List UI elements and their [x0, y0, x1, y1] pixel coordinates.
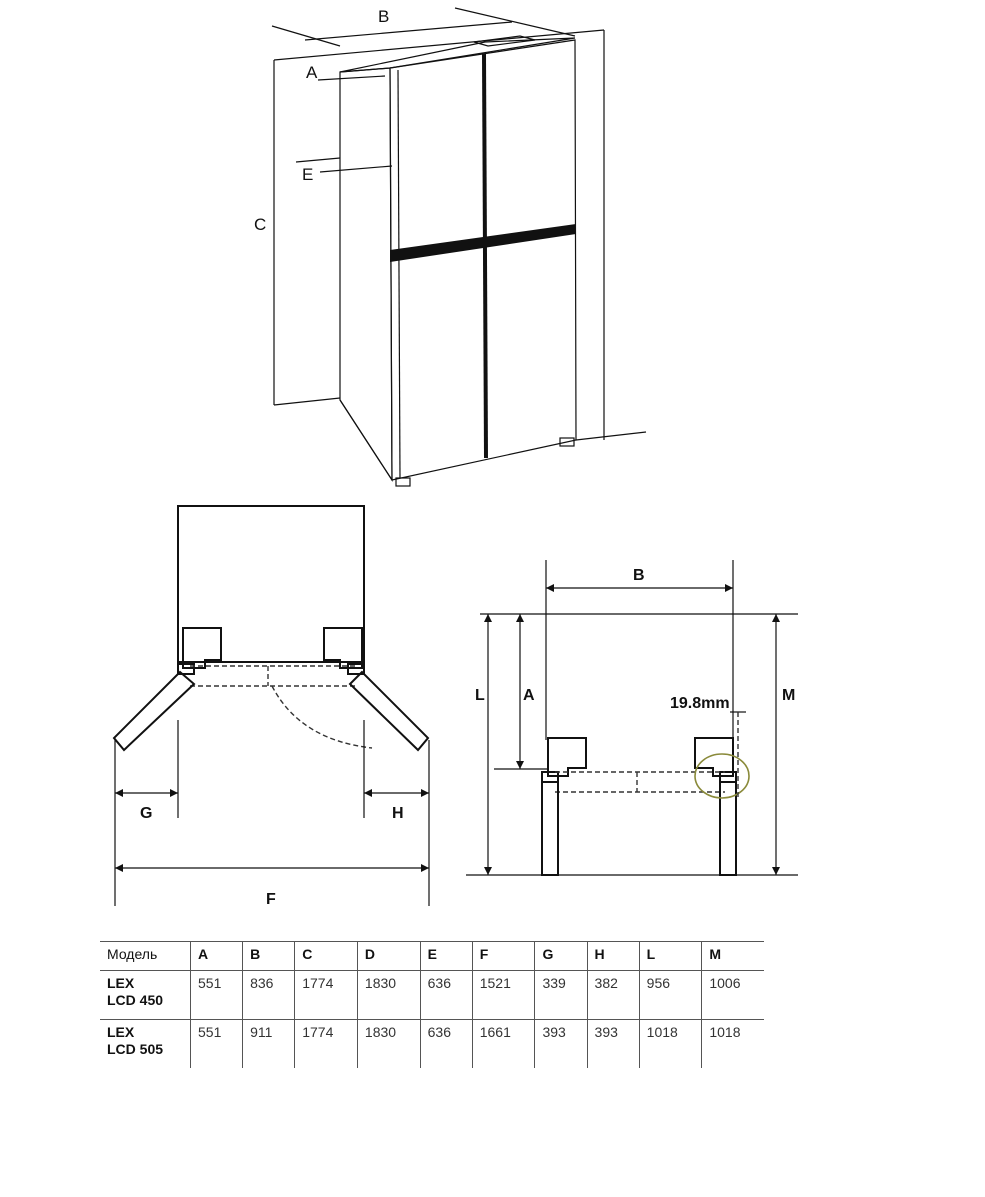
door-open-left [114, 672, 194, 750]
col-header-d: D [357, 942, 420, 971]
dim-b2-arrow-left [546, 584, 554, 592]
dim-a2-label: A [523, 687, 535, 704]
fridge-door-split [484, 54, 486, 458]
model-cell [100, 971, 191, 1020]
dimension-table [100, 941, 764, 1068]
col-header-l: L [639, 942, 702, 971]
dim-g-label: G [140, 805, 153, 822]
model-name-line2: LCD 450 [107, 992, 164, 1008]
dim-f-label: F [266, 891, 276, 908]
col-header-h: H [587, 942, 639, 971]
table-row [100, 971, 764, 1020]
dim-g-arrow-left [115, 789, 123, 797]
dim-l-label: L [475, 687, 485, 704]
dim-b2-arrow-right [725, 584, 733, 592]
col-header-b: B [243, 942, 295, 971]
cell-e: 636 [420, 1020, 472, 1069]
dim-h-label: H [392, 805, 404, 822]
dim-a-label: A [306, 63, 318, 82]
door-swing-arc [272, 686, 372, 748]
dim-l-arrow-top [484, 614, 492, 622]
dim-a2-arrow-top [516, 614, 524, 622]
offset-label: 19.8mm [670, 695, 730, 712]
cell-f: 1661 [472, 1020, 535, 1069]
cabinet-body [178, 506, 364, 662]
cell-a: 551 [191, 971, 243, 1020]
dim-a2-arrow-bottom [516, 761, 524, 769]
dim-b-label: B [378, 7, 390, 26]
model-name-line1: LEX [107, 975, 135, 991]
dim-a-line [318, 76, 385, 80]
cell-b: 836 [243, 971, 295, 1020]
refrigerator-isometric [254, 7, 646, 486]
dim-h-arrow-right [421, 789, 429, 797]
dim-b-ext-right [455, 8, 575, 36]
dim-c-label: C [254, 215, 267, 234]
dim-e-label: E [302, 165, 314, 184]
model-name-line1: LEX [107, 1024, 135, 1040]
col-header-c: C [295, 942, 358, 971]
model-cell [100, 1020, 191, 1069]
cell-a: 551 [191, 1020, 243, 1069]
cell-m: 1018 [702, 1020, 764, 1069]
dim-e-ext-top [296, 158, 340, 162]
cell-c: 1774 [295, 1020, 358, 1069]
dim-b2-label: B [633, 567, 645, 584]
cell-g: 339 [535, 971, 587, 1020]
cell-g: 393 [535, 1020, 587, 1069]
cell-h: 382 [587, 971, 639, 1020]
col-header-g: G [535, 942, 587, 971]
dim-g-arrow-right [170, 789, 178, 797]
door-open-right [350, 672, 428, 750]
doors-open-plan [114, 506, 429, 908]
dim-b-ext-left [272, 26, 340, 46]
cell-c: 1774 [295, 971, 358, 1020]
cell-h: 393 [587, 1020, 639, 1069]
dim-c-ext-top [274, 30, 604, 60]
cell-l: 1018 [639, 1020, 702, 1069]
hinge2-right [695, 738, 733, 776]
dim-c-ext-bottom-right [576, 432, 646, 440]
dim-m-label: M [782, 687, 796, 704]
dim-f-arrow-right [421, 864, 429, 872]
dim-b-line [305, 22, 512, 40]
cell-f: 1521 [472, 971, 535, 1020]
fridge-side-panel [340, 68, 392, 480]
cell-e: 636 [420, 971, 472, 1020]
col-header-f: F [472, 942, 535, 971]
col-header-a: A [191, 942, 243, 971]
dim-e-ext-bottom [320, 166, 392, 172]
cell-d: 1830 [357, 971, 420, 1020]
cell-b: 911 [243, 1020, 295, 1069]
dim-m-arrow-top [772, 614, 780, 622]
door2-open-left [542, 782, 558, 875]
dim-m-arrow-bottom [772, 867, 780, 875]
col-header-e: E [420, 942, 472, 971]
fridge-front-inner-edge [398, 70, 400, 478]
model-name-line2: LCD 505 [107, 1041, 164, 1057]
dim-h-arrow-left [364, 789, 372, 797]
table-header-row [100, 942, 764, 971]
cell-m: 1006 [702, 971, 764, 1020]
cell-d: 1830 [357, 1020, 420, 1069]
cell-l: 956 [639, 971, 702, 1020]
side-clearance-view [466, 560, 798, 875]
hinge2-left [548, 738, 586, 776]
col-header-model: Модель [107, 946, 158, 962]
fridge-side-bottom [340, 400, 392, 480]
dim-c-ext-bottom [274, 398, 340, 405]
table-row [100, 1020, 764, 1069]
col-header-m: M [702, 942, 764, 971]
dim-l-arrow-bottom [484, 867, 492, 875]
dim-f-arrow-left [115, 864, 123, 872]
